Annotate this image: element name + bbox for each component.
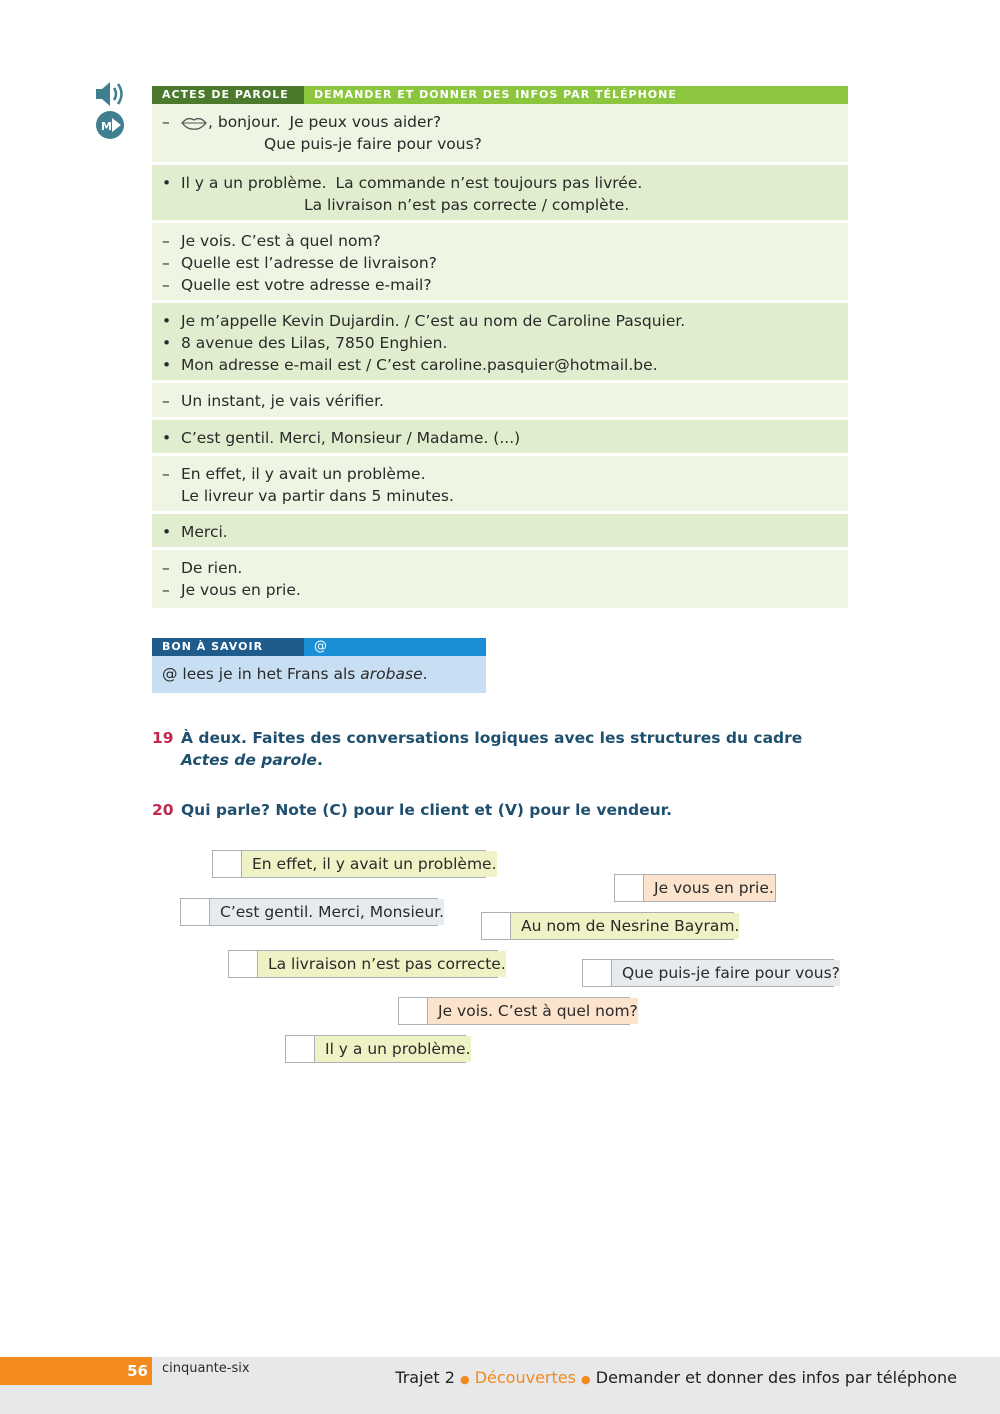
actes-title: DEMANDER ET DONNER DES INFOS PAR TÉLÉPHONE <box>304 86 848 104</box>
answer-text: Au nom de Nesrine Bayram. <box>511 913 739 939</box>
row1-alt: Que puis-je faire pour vous? <box>264 135 482 153</box>
exercise-19-instruction: À deux. Faites des conversations logiques avec les structures du cadre Actes de parole. <box>181 729 803 769</box>
answer-item <box>285 1035 471 1063</box>
bon-a-savoir-label: BON À SAVOIR <box>152 638 304 656</box>
row4-line: Mon adresse e-mail est / C’est caroline.pasquier@hotmail.be. <box>181 356 658 374</box>
exercise-20-number: 20 <box>152 801 174 819</box>
row4-line: 8 avenue des Lilas, 7850 Enghien. <box>181 334 448 352</box>
row3-line: Quelle est votre adresse e-mail? <box>181 276 432 294</box>
row7-line: En effet, il y avait un problème. <box>181 465 426 483</box>
answer-text: La livraison n’est pas correcte. <box>258 951 506 977</box>
row3-line: Je vois. C’est à quel nom? <box>181 232 381 250</box>
bon-a-savoir-text: @ lees je in het Frans als arobase. <box>152 656 486 693</box>
dialogue-row-4: • Je m’appelle Kevin Dujardin. / C’est au nom de Caroline Pasquier. • 8 avenue des Lilas, 7850 Enghien. • Mon adresse e-mail est / C’est caroline.pasquier@hotmail.be. <box>152 303 848 383</box>
dialogue-row-6: • C’est gentil. Merci, Monsieur / Madame. (...) <box>152 420 848 456</box>
answer-item <box>212 850 497 878</box>
at-sign: @ <box>304 638 486 656</box>
dialogue-row-3: – Je vois. C’est à quel nom? – Quelle est l’adresse de livraison? – Quelle est votre adresse e-mail? <box>152 223 848 303</box>
answer-item <box>228 950 506 978</box>
bon-a-savoir-header <box>152 638 486 656</box>
answer-text: C’est gentil. Merci, Monsieur. <box>210 899 444 925</box>
md-play-icon[interactable] <box>95 110 125 140</box>
lips-icon <box>181 116 207 130</box>
answer-item <box>614 874 776 902</box>
answer-text: Je vois. C’est à quel nom? <box>428 998 638 1024</box>
answer-item <box>582 959 840 987</box>
answer-checkbox[interactable] <box>482 913 511 939</box>
row5-line: Un instant, je vais vérifier. <box>181 392 384 410</box>
answer-checkbox[interactable] <box>286 1036 315 1062</box>
answer-item <box>481 912 740 940</box>
answer-checkbox[interactable] <box>615 875 644 901</box>
answer-checkbox[interactable] <box>181 899 210 925</box>
dialogue-row-5: – Un instant, je vais vérifier. <box>152 383 848 420</box>
row9-line: Je vous en prie. <box>181 581 301 599</box>
dialogue-row-2: • Il y a un problème. La commande n’est toujours pas livrée. La livraison n’est pas correcte / complète. <box>152 165 848 223</box>
row4-line: Je m’appelle Kevin Dujardin. / C’est au nom de Caroline Pasquier. <box>181 312 686 330</box>
page-number-words: cinquante-six <box>162 1361 250 1376</box>
dialogue-row-1: – , bonjour. Je peux vous aider? Que puis-je faire pour vous? <box>152 104 848 165</box>
answer-checkbox[interactable] <box>213 851 242 877</box>
dialogue-row-9: – De rien. – Je vous en prie. <box>152 550 848 608</box>
answer-text: Il y a un problème. <box>315 1036 471 1062</box>
actes-label: ACTES DE PAROLE <box>152 86 304 104</box>
footer-breadcrumb: Trajet 2 ● Découvertes ● Demander et donner des infos par téléphone <box>395 1368 957 1387</box>
svg-text:M: M <box>101 120 112 133</box>
actes-header <box>152 86 848 104</box>
row2-order: La commande n’est toujours pas livrée. <box>335 174 643 192</box>
row1-help: Je peux vous aider? <box>289 113 442 131</box>
row8-line: Merci. <box>181 523 228 541</box>
row9-line: De rien. <box>181 559 243 577</box>
row2-delivery: La livraison n’est pas correcte / complète. <box>304 196 630 214</box>
row6-line: C’est gentil. Merci, Monsieur / Madame. (...) <box>181 429 521 447</box>
row3-line: Quelle est l’adresse de livraison? <box>181 254 437 272</box>
dialogue-row-8: • Merci. <box>152 514 848 550</box>
speaker-icon[interactable] <box>94 80 126 108</box>
answer-checkbox[interactable] <box>399 998 428 1024</box>
answer-text: En effet, il y avait un problème. <box>242 851 497 877</box>
exercise-19-number: 19 <box>152 729 174 747</box>
answer-item <box>180 898 445 926</box>
answer-text: Je vous en prie. <box>644 875 775 901</box>
answer-item <box>398 997 638 1025</box>
row1-greeting: , bonjour. <box>208 113 281 131</box>
row2-problem: Il y a un problème. <box>181 174 327 192</box>
answer-checkbox[interactable] <box>583 960 612 986</box>
actes-dialogue <box>152 104 848 608</box>
exercise-20-instruction: Qui parle? Note (C) pour le client et (V) pour le vendeur. <box>181 801 672 819</box>
row7-line: Le livreur va partir dans 5 minutes. <box>181 487 454 505</box>
answer-text: Que puis-je faire pour vous? <box>612 960 840 986</box>
answer-checkbox[interactable] <box>229 951 258 977</box>
page-number: 56 <box>127 1362 148 1380</box>
dialogue-row-7: – En effet, il y avait un problème. Le livreur va partir dans 5 minutes. <box>152 456 848 514</box>
